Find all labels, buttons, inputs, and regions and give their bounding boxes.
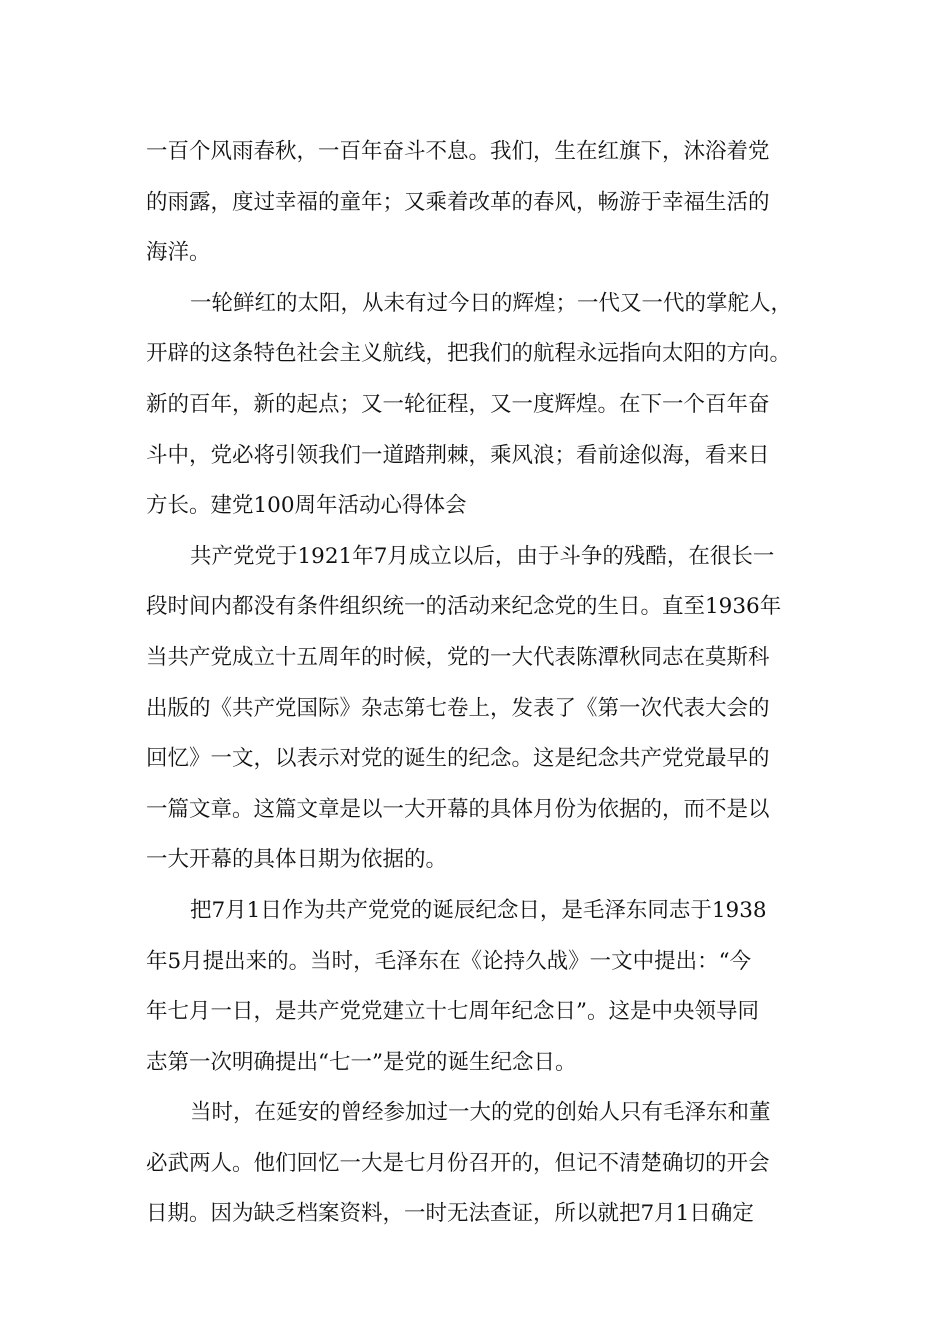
text-line: 开辟的这条特色社会主义航线，把我们的航程永远指向太阳的方向。 xyxy=(146,341,792,367)
text-line: 的雨露，度过幸福的童年；又乘着改革的春风，畅游于幸福生活的 xyxy=(146,189,770,215)
text-line: 把7月1日作为共产党党的诞辰纪念日，是毛泽东同志于1938 xyxy=(190,897,767,923)
text-line: 共产党党于1921年7月成立以后，由于斗争的残酷，在很长一 xyxy=(190,543,775,569)
text-line: 日期。因为缺乏档案资料，一时无法查证，所以就把7月1日确定 xyxy=(146,1201,754,1227)
text-line: 一篇文章。这篇文章是以一大开幕的具体月份为依据的，而不是以 xyxy=(146,796,770,822)
text-line: 一百个风雨春秋，一百年奋斗不息。我们，生在红旗下，沐浴着党 xyxy=(146,139,770,164)
text-line: 一大开幕的具体日期为依据的。 xyxy=(146,847,448,873)
text-line: 段时间内都没有条件组织统一的活动来纪念党的生日。直至1936年 xyxy=(146,594,782,620)
text-line: 方长。建党100周年活动心得体会 xyxy=(146,493,467,519)
text-line: 必武两人。他们回忆一大是七月份召开的，但记不清楚确切的开会 xyxy=(146,1150,770,1176)
text-line: 当共产党成立十五周年的时候，党的一大代表陈潭秋同志在莫斯科 xyxy=(146,644,770,670)
text-line: 新的百年，新的起点；又一轮征程，又一度辉煌。在下一个百年奋 xyxy=(146,391,770,417)
text-line: 志第一次明确提出“七一”是党的诞生纪念日。 xyxy=(146,1049,577,1075)
text-line: 回忆》一文，以表示对党的诞生的纪念。这是纪念共产党党最早的 xyxy=(146,746,770,772)
text-line: 出版的《共产党国际》杂志第七卷上，发表了《第一次代表大会的 xyxy=(146,695,770,721)
text-line: 年5月提出来的。当时，毛泽东在《论持久战》一文中提出：“今 xyxy=(146,948,752,974)
text-line: 一轮鲜红的太阳，从未有过今日的辉煌；一代又一代的掌舵人， xyxy=(190,290,793,316)
text-line: 当时，在延安的曾经参加过一大的党的创始人只有毛泽东和董 xyxy=(190,1100,771,1126)
body-text xyxy=(146,127,806,1240)
text-line: 海洋。 xyxy=(146,240,211,266)
text-line: 斗中，党必将引领我们一道踏荆棘，乘风浪；看前途似海，看来日 xyxy=(146,442,770,468)
text-line: 年七月一日，是共产党党建立十七周年纪念日”。这是中央领导同 xyxy=(146,999,759,1025)
